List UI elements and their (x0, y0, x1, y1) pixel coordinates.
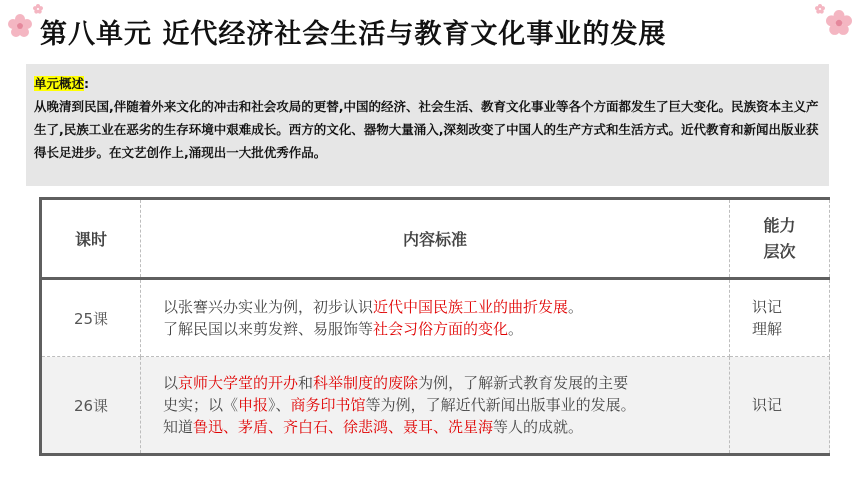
table-header-row (41, 199, 830, 279)
content-text: 和 (298, 374, 314, 392)
content-cell (141, 357, 730, 455)
content-text: 》、 (268, 396, 291, 414)
content-text: 以张謇兴办实业为例，初步认识 (163, 298, 374, 316)
table-row (41, 357, 830, 455)
header-content-standard: 内容标准 (141, 199, 730, 279)
content-line (163, 394, 729, 416)
page-title: 第八单元 近代经济社会生活与教育文化事业的发展 (40, 19, 667, 50)
header-ability-level (730, 199, 830, 279)
content-text: 以 (163, 374, 179, 392)
highlight-text: 商务印书馆 (290, 396, 366, 414)
content-line (163, 372, 729, 394)
highlight-text: 近代中国民族工业的曲折发展 (373, 298, 569, 316)
highlight-text: 科举制度的废除 (313, 374, 419, 392)
highlight-text: 社会习俗方面的变化 (373, 320, 509, 338)
content-line (163, 318, 729, 340)
table-row (41, 279, 830, 357)
level-text: 识记 (752, 396, 783, 414)
header-level-line2: 层次 (763, 241, 796, 261)
curriculum-table (39, 197, 830, 456)
flower-decoration-icon (815, 4, 825, 14)
content-line (163, 296, 729, 318)
lesson-cell: 25课 (41, 279, 141, 357)
level-text: 理解 (752, 320, 783, 338)
overview-colon: : (84, 76, 90, 91)
highlight-text: 京师大学堂的开办 (178, 374, 299, 392)
content-line (163, 416, 729, 438)
lesson-cell: 26课 (41, 357, 141, 455)
header-lesson: 课时 (41, 199, 141, 279)
highlight-text: 鲁迅、茅盾、齐白石、徐悲鸿、聂耳、冼星海 (193, 418, 494, 436)
content-cell (141, 279, 730, 357)
content-text: 。 (568, 298, 584, 316)
content-text: 为例，了解新式教育发展的主要 (418, 374, 629, 392)
header-level-line1: 能力 (763, 215, 796, 235)
content-text: 知道 (163, 418, 194, 436)
content-text: 等为例，了解近代新闻出版事业的发展。 (365, 396, 636, 414)
level-cell (730, 357, 830, 455)
content-text: 史实；以《 (163, 396, 239, 414)
level-cell (730, 279, 830, 357)
overview-text: 从晚清到民国,伴随着外来文化的冲击和社会攻局的更替,中国的经济、社会生活、教育文化事业等各个方面都发生了巨大变化。民族资本主义产生了,民族工业在恶劣的生存环境中艰难成长。西方的文化、器物大量涌入,深刻改变了中国人的生产方式和生活方式。近代教育和新闻出版业获得长足进步。在文艺创作上,涌现出一大批优秀作品。 (34, 99, 819, 160)
content-text: 。 (508, 320, 524, 338)
highlight-text: 申报 (238, 396, 269, 414)
flower-decoration-icon (826, 10, 852, 36)
level-text: 识记 (752, 298, 783, 316)
unit-overview-box (26, 64, 829, 186)
overview-label: 单元概述 (34, 76, 85, 91)
content-text: 等人的成就。 (493, 418, 584, 436)
content-text: 了解民国以来剪发辫、易服饰等 (163, 320, 374, 338)
flower-decoration-icon (8, 14, 32, 38)
